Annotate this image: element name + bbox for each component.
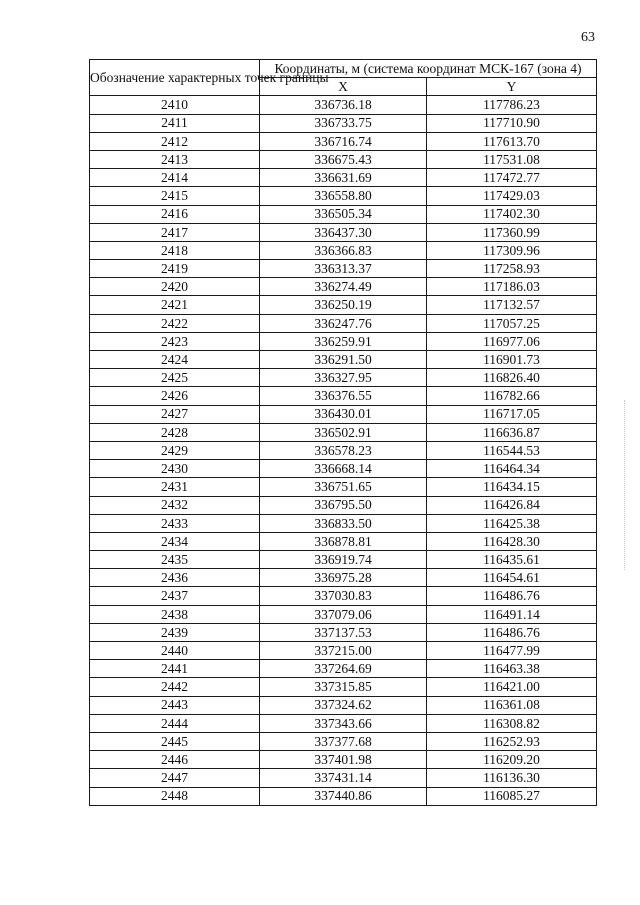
table-row bbox=[90, 551, 597, 569]
x-cell: 336878.81 bbox=[260, 532, 427, 550]
point-cell: 2411 bbox=[90, 114, 260, 132]
y-cell: 116826.40 bbox=[427, 369, 597, 387]
point-cell: 2442 bbox=[90, 678, 260, 696]
y-cell: 116901.73 bbox=[427, 351, 597, 369]
y-cell: 117360.99 bbox=[427, 223, 597, 241]
point-cell: 2423 bbox=[90, 332, 260, 350]
table-row bbox=[90, 478, 597, 496]
x-cell: 337215.00 bbox=[260, 642, 427, 660]
point-cell: 2444 bbox=[90, 714, 260, 732]
table-row bbox=[90, 496, 597, 514]
table-row bbox=[90, 423, 597, 441]
table-row bbox=[90, 678, 597, 696]
x-cell: 336558.80 bbox=[260, 187, 427, 205]
point-cell: 2437 bbox=[90, 587, 260, 605]
point-cell: 2429 bbox=[90, 441, 260, 459]
y-cell: 117472.77 bbox=[427, 169, 597, 187]
point-cell: 2420 bbox=[90, 278, 260, 296]
x-cell: 336833.50 bbox=[260, 514, 427, 532]
y-cell: 116477.99 bbox=[427, 642, 597, 660]
y-cell: 116426.84 bbox=[427, 496, 597, 514]
x-cell: 337343.66 bbox=[260, 714, 427, 732]
table-row bbox=[90, 769, 597, 787]
x-cell: 337030.83 bbox=[260, 587, 427, 605]
x-cell: 336675.43 bbox=[260, 150, 427, 168]
y-cell: 117258.93 bbox=[427, 260, 597, 278]
point-cell: 2424 bbox=[90, 351, 260, 369]
scan-artifact bbox=[624, 400, 627, 570]
table-row bbox=[90, 405, 597, 423]
point-cell: 2431 bbox=[90, 478, 260, 496]
y-cell: 117186.03 bbox=[427, 278, 597, 296]
y-cell: 116425.38 bbox=[427, 514, 597, 532]
y-cell: 117429.03 bbox=[427, 187, 597, 205]
x-cell: 336631.69 bbox=[260, 169, 427, 187]
x-cell: 336291.50 bbox=[260, 351, 427, 369]
table-row bbox=[90, 150, 597, 168]
y-cell: 116463.38 bbox=[427, 660, 597, 678]
x-cell: 337079.06 bbox=[260, 605, 427, 623]
point-cell: 2433 bbox=[90, 514, 260, 532]
x-cell: 337264.69 bbox=[260, 660, 427, 678]
y-cell: 116486.76 bbox=[427, 587, 597, 605]
point-cell: 2414 bbox=[90, 169, 260, 187]
x-cell: 336366.83 bbox=[260, 241, 427, 259]
page-number: 63 bbox=[581, 30, 595, 45]
x-cell: 336668.14 bbox=[260, 460, 427, 478]
point-cell: 2422 bbox=[90, 314, 260, 332]
header-point-designation: Обозначение характерных точек границы bbox=[90, 60, 260, 96]
table-row bbox=[90, 223, 597, 241]
table-row bbox=[90, 169, 597, 187]
y-cell: 117531.08 bbox=[427, 150, 597, 168]
table-row bbox=[90, 751, 597, 769]
header-y: Y bbox=[427, 78, 597, 96]
table-row bbox=[90, 187, 597, 205]
x-cell: 336716.74 bbox=[260, 132, 427, 150]
table-row bbox=[90, 369, 597, 387]
point-cell: 2436 bbox=[90, 569, 260, 587]
table-row bbox=[90, 696, 597, 714]
x-cell: 336259.91 bbox=[260, 332, 427, 350]
y-cell: 117402.30 bbox=[427, 205, 597, 223]
y-cell: 116977.06 bbox=[427, 332, 597, 350]
header-coordinates-title: Координаты, м (система координат МСК-167 (зона 4) bbox=[260, 60, 597, 78]
table-row bbox=[90, 296, 597, 314]
x-cell: 336376.55 bbox=[260, 387, 427, 405]
y-cell: 117710.90 bbox=[427, 114, 597, 132]
y-cell: 116544.53 bbox=[427, 441, 597, 459]
point-cell: 2441 bbox=[90, 660, 260, 678]
point-cell: 2428 bbox=[90, 423, 260, 441]
point-cell: 2443 bbox=[90, 696, 260, 714]
x-cell: 336250.19 bbox=[260, 296, 427, 314]
x-cell: 337440.86 bbox=[260, 787, 427, 805]
table-row bbox=[90, 732, 597, 750]
point-cell: 2410 bbox=[90, 96, 260, 114]
y-cell: 116486.76 bbox=[427, 623, 597, 641]
point-cell: 2415 bbox=[90, 187, 260, 205]
point-cell: 2412 bbox=[90, 132, 260, 150]
table-body bbox=[90, 96, 597, 805]
table-row bbox=[90, 441, 597, 459]
y-cell: 116421.00 bbox=[427, 678, 597, 696]
x-cell: 337401.98 bbox=[260, 751, 427, 769]
table-row bbox=[90, 587, 597, 605]
header-x: X bbox=[260, 78, 427, 96]
point-cell: 2426 bbox=[90, 387, 260, 405]
table-row bbox=[90, 642, 597, 660]
x-cell: 336313.37 bbox=[260, 260, 427, 278]
point-cell: 2440 bbox=[90, 642, 260, 660]
x-cell: 336975.28 bbox=[260, 569, 427, 587]
table-row bbox=[90, 332, 597, 350]
x-cell: 337324.62 bbox=[260, 696, 427, 714]
point-cell: 2439 bbox=[90, 623, 260, 641]
table-row bbox=[90, 460, 597, 478]
x-cell: 336919.74 bbox=[260, 551, 427, 569]
x-cell: 337137.53 bbox=[260, 623, 427, 641]
x-cell: 336733.75 bbox=[260, 114, 427, 132]
y-cell: 116308.82 bbox=[427, 714, 597, 732]
point-cell: 2445 bbox=[90, 732, 260, 750]
point-cell: 2448 bbox=[90, 787, 260, 805]
table-row bbox=[90, 260, 597, 278]
point-cell: 2421 bbox=[90, 296, 260, 314]
y-cell: 116085.27 bbox=[427, 787, 597, 805]
point-cell: 2413 bbox=[90, 150, 260, 168]
x-cell: 336437.30 bbox=[260, 223, 427, 241]
y-cell: 116136.30 bbox=[427, 769, 597, 787]
table-row bbox=[90, 660, 597, 678]
y-cell: 116361.08 bbox=[427, 696, 597, 714]
x-cell: 336751.65 bbox=[260, 478, 427, 496]
point-cell: 2432 bbox=[90, 496, 260, 514]
table-header bbox=[90, 60, 597, 96]
y-cell: 117309.96 bbox=[427, 241, 597, 259]
point-cell: 2425 bbox=[90, 369, 260, 387]
boundary-coordinates-table bbox=[89, 59, 597, 806]
point-cell: 2446 bbox=[90, 751, 260, 769]
x-cell: 336327.95 bbox=[260, 369, 427, 387]
y-cell: 116717.05 bbox=[427, 405, 597, 423]
table-row bbox=[90, 278, 597, 296]
y-cell: 117613.70 bbox=[427, 132, 597, 150]
x-cell: 337315.85 bbox=[260, 678, 427, 696]
table-row bbox=[90, 387, 597, 405]
point-cell: 2419 bbox=[90, 260, 260, 278]
point-cell: 2447 bbox=[90, 769, 260, 787]
point-cell: 2434 bbox=[90, 532, 260, 550]
point-cell: 2427 bbox=[90, 405, 260, 423]
table-row bbox=[90, 532, 597, 550]
point-cell: 2438 bbox=[90, 605, 260, 623]
y-cell: 116636.87 bbox=[427, 423, 597, 441]
table-row bbox=[90, 205, 597, 223]
table-row bbox=[90, 605, 597, 623]
y-cell: 116491.14 bbox=[427, 605, 597, 623]
point-cell: 2416 bbox=[90, 205, 260, 223]
x-cell: 336274.49 bbox=[260, 278, 427, 296]
y-cell: 117132.57 bbox=[427, 296, 597, 314]
x-cell: 336736.18 bbox=[260, 96, 427, 114]
table-row bbox=[90, 96, 597, 114]
y-cell: 116428.30 bbox=[427, 532, 597, 550]
y-cell: 117057.25 bbox=[427, 314, 597, 332]
y-cell: 116434.15 bbox=[427, 478, 597, 496]
table-row bbox=[90, 623, 597, 641]
table-row bbox=[90, 241, 597, 259]
y-cell: 116209.20 bbox=[427, 751, 597, 769]
y-cell: 117786.23 bbox=[427, 96, 597, 114]
table-row bbox=[90, 114, 597, 132]
table-row bbox=[90, 714, 597, 732]
table-row bbox=[90, 132, 597, 150]
point-cell: 2430 bbox=[90, 460, 260, 478]
y-cell: 116464.34 bbox=[427, 460, 597, 478]
table-row bbox=[90, 314, 597, 332]
table-row bbox=[90, 787, 597, 805]
table-row bbox=[90, 569, 597, 587]
x-cell: 336247.76 bbox=[260, 314, 427, 332]
table-row bbox=[90, 351, 597, 369]
table-row bbox=[90, 514, 597, 532]
y-cell: 116252.93 bbox=[427, 732, 597, 750]
point-cell: 2418 bbox=[90, 241, 260, 259]
y-cell: 116435.61 bbox=[427, 551, 597, 569]
x-cell: 336578.23 bbox=[260, 441, 427, 459]
y-cell: 116454.61 bbox=[427, 569, 597, 587]
y-cell: 116782.66 bbox=[427, 387, 597, 405]
x-cell: 336430.01 bbox=[260, 405, 427, 423]
x-cell: 336505.34 bbox=[260, 205, 427, 223]
x-cell: 337377.68 bbox=[260, 732, 427, 750]
point-cell: 2435 bbox=[90, 551, 260, 569]
point-cell: 2417 bbox=[90, 223, 260, 241]
x-cell: 336502.91 bbox=[260, 423, 427, 441]
x-cell: 337431.14 bbox=[260, 769, 427, 787]
x-cell: 336795.50 bbox=[260, 496, 427, 514]
